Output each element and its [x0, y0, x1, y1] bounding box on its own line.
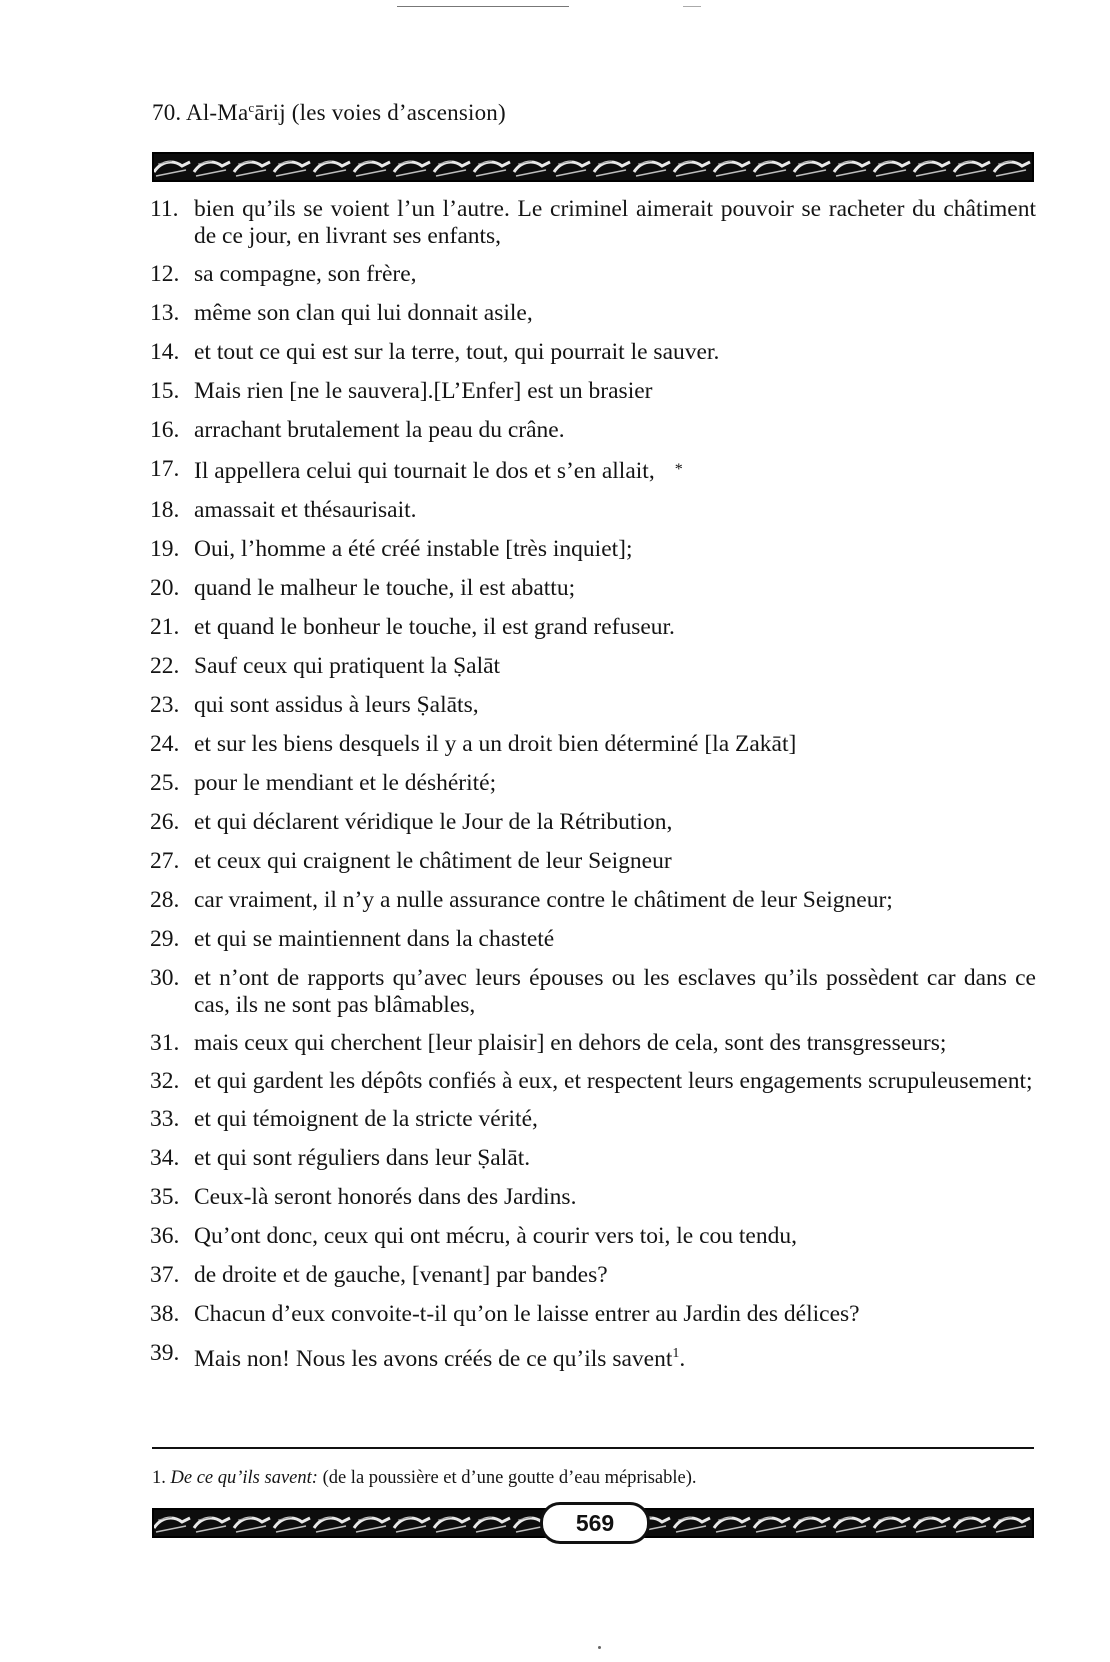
verse-text-body: Il appellera celui qui tournait le dos et s’en allait,	[194, 458, 655, 484]
verse-number: 26.	[150, 809, 180, 835]
verse-33	[150, 1106, 1036, 1133]
page-number: 569	[540, 1502, 650, 1544]
verse-27	[150, 848, 1036, 875]
verse-number: 29.	[150, 926, 180, 952]
verse-text: Oui, l’homme a été créé instable [très inquiet];	[194, 536, 633, 562]
verse-text: mais ceux qui cherchent [leur plaisir] en dehors de cela, sont des transgresseurs;	[194, 1030, 947, 1056]
verse-text: bien qu’ils se voient l’un l’autre. Le criminel aimerait pouvoir se racheter du châtiment de ce jour, en livrant ses enfants,	[194, 196, 1036, 249]
verse-number: 25.	[150, 770, 180, 796]
verse-list	[150, 196, 1036, 1385]
verse-number: 15.	[150, 378, 180, 404]
verse-23	[150, 692, 1036, 719]
verse-number: 21.	[150, 614, 180, 640]
verse-number: 34.	[150, 1145, 180, 1171]
verse-number: 23.	[150, 692, 180, 718]
verse-number: 17.	[150, 456, 180, 482]
ornament-band-top	[152, 152, 1034, 182]
verse-number: 24.	[150, 731, 180, 757]
verse-24	[150, 731, 1036, 758]
verse-text: et quand le bonheur le touche, il est grand refuseur.	[194, 614, 675, 640]
verse-text: Ceux-là seront honorés dans des Jardins.	[194, 1184, 577, 1210]
verse-number: 31.	[150, 1030, 180, 1056]
verse-text	[194, 456, 1036, 485]
verse-number: 28.	[150, 887, 180, 913]
verse-number: 19.	[150, 536, 180, 562]
page-header-title: 70. Al-Ma$^c$ārij (les voies d’ascension)	[152, 100, 506, 125]
verse-number: 22.	[150, 653, 180, 679]
verse-18	[150, 497, 1036, 524]
verse-number: 20.	[150, 575, 180, 601]
verse-text: de droite et de gauche, [venant] par bandes?	[194, 1262, 608, 1288]
verse-text: et qui gardent les dépôts confiés à eux, et respectent leurs engagements scrupuleusement;	[194, 1068, 1033, 1094]
verse-text: et sur les biens desquels il y a un droit bien déterminé [la Zakāt]	[194, 731, 797, 757]
verse-number: 16.	[150, 417, 180, 443]
verse-35	[150, 1184, 1036, 1211]
verse-number: 33.	[150, 1106, 180, 1132]
verse-text: car vraiment, il n’y a nulle assurance contre le châtiment de leur Seigneur;	[194, 887, 893, 913]
verse-number: 30.	[150, 965, 180, 991]
verse-text: Mais rien [ne le sauvera].[L’Enfer] est un brasier	[194, 378, 653, 404]
verse-14	[150, 339, 1036, 366]
verse-20	[150, 575, 1036, 602]
verse-text: Qu’ont donc, ceux qui ont mécru, à courir vers toi, le cou tendu,	[194, 1223, 797, 1249]
verse-16	[150, 417, 1036, 444]
verse-number: 11.	[150, 196, 179, 222]
footnote-divider	[152, 1447, 1034, 1449]
verse-text: arrachant brutalement la peau du crâne.	[194, 417, 565, 443]
verse-number: 27.	[150, 848, 180, 874]
verse-number: 18.	[150, 497, 180, 523]
verse-31	[150, 1030, 1036, 1057]
verse-32	[150, 1068, 1036, 1095]
top-rule-mark	[683, 6, 701, 7]
verse-39	[150, 1340, 1036, 1373]
verse-text: pour le mendiant et le déshérité;	[194, 770, 497, 796]
verse-13	[150, 300, 1036, 327]
verse-22	[150, 653, 1036, 680]
verse-17	[150, 456, 1036, 485]
verse-number: 39.	[150, 1340, 180, 1366]
verse-text: Sauf ceux qui pratiquent la Ṣalāt	[194, 653, 501, 679]
footnote	[152, 1468, 697, 1489]
verse-number: 37.	[150, 1262, 180, 1288]
verse-text: et n’ont de rapports qu’avec leurs épouses ou les esclaves qu’ils possèdent car dans ce cas, ils ne sont pas blâmables,	[194, 965, 1036, 1018]
verse-text: Mais non! Nous les avons créés de ce qu’ils savent$^1$.	[194, 1346, 686, 1372]
verse-text: et tout ce qui est sur la terre, tout, qui pourrait le sauver.	[194, 339, 720, 365]
verse-text: et qui sont réguliers dans leur Ṣalāt.	[194, 1145, 531, 1171]
verse-11	[150, 196, 1036, 250]
verse-text: et qui déclarent véridique le Jour de la Rétribution,	[194, 809, 673, 835]
footnote-number: 1.	[152, 1468, 166, 1488]
verse-38	[150, 1301, 1036, 1328]
verse-text: et ceux qui craignent le châtiment de leur Seigneur	[194, 848, 672, 874]
verse-text: qui sont assidus à leurs Ṣalāts,	[194, 692, 479, 718]
verse-15	[150, 378, 1036, 405]
verse-28	[150, 887, 1036, 914]
verse-number: 14.	[150, 339, 180, 365]
verse-29	[150, 926, 1036, 953]
footnote-term: De ce qu’ils savent:	[170, 1468, 318, 1488]
verse-number: 38.	[150, 1301, 180, 1327]
footer-speck	[598, 1646, 601, 1649]
verse-text: amassait et thésaurisait.	[194, 497, 417, 523]
footnote-text: (de la poussière et d’une goutte d’eau méprisable).	[322, 1468, 697, 1488]
verse-number: 35.	[150, 1184, 180, 1210]
verse-number: 36.	[150, 1223, 180, 1249]
verse-19	[150, 536, 1036, 563]
verse-26	[150, 809, 1036, 836]
verse-34	[150, 1145, 1036, 1172]
verse-number: 13.	[150, 300, 180, 326]
footnote-reference: 1	[672, 1346, 680, 1361]
verse-text: quand le malheur le touche, il est abattu;	[194, 575, 576, 601]
verse-text: et qui témoignent de la stricte vérité,	[194, 1106, 538, 1132]
verse-text: et qui se maintiennent dans la chasteté	[194, 926, 555, 952]
verse-12	[150, 261, 1036, 288]
verse-text: Chacun d’eux convoite-t-il qu’on le laisse entrer au Jardin des délices?	[194, 1301, 860, 1327]
verse-number: 12.	[150, 261, 180, 287]
verse-number: 32.	[150, 1068, 180, 1094]
verse-25	[150, 770, 1036, 797]
verse-text: sa compagne, son frère,	[194, 261, 417, 287]
asterisk-mark: *	[674, 461, 683, 478]
verse-text-body: Mais non! Nous les avons créés de ce qu’ils savent	[194, 1346, 673, 1372]
verse-37	[150, 1262, 1036, 1289]
verse-text: même son clan qui lui donnait asile,	[194, 300, 533, 326]
verse-36	[150, 1223, 1036, 1250]
verse-21	[150, 614, 1036, 641]
top-rule	[397, 6, 569, 7]
verse-30	[150, 965, 1036, 1019]
